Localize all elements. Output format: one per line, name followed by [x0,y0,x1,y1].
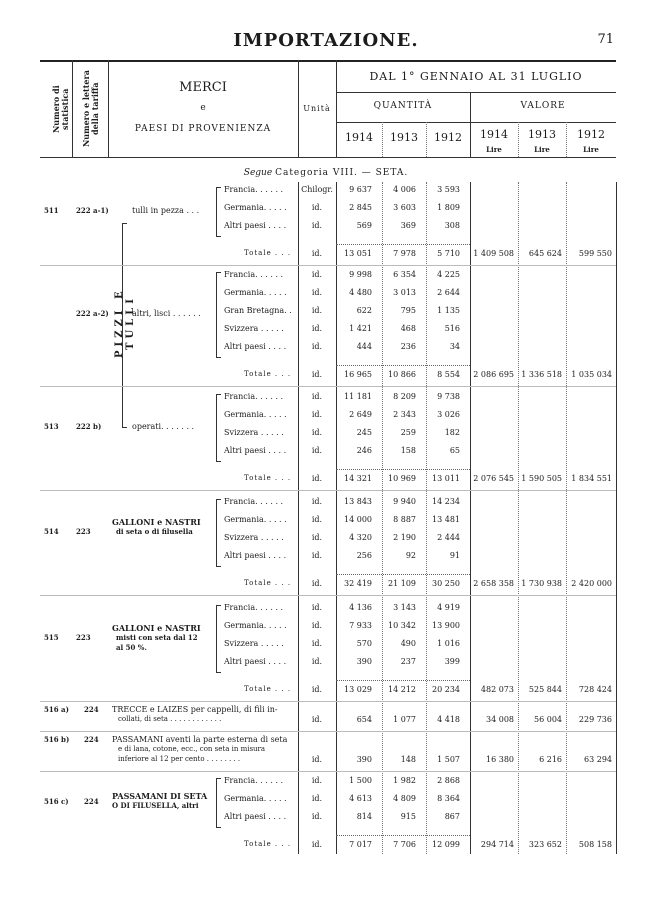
quantity-cell: 570 [356,639,372,648]
quantity-cell: 30 250 [432,579,460,588]
quantity-cell: 399 [444,657,460,666]
column-divider [518,182,519,854]
quantity-cell: 2 444 [437,533,460,542]
quantity-cell: 7 017 [349,840,372,849]
country-name: Germania. . . . . [224,288,287,297]
item-description: GALLONI e NASTRI [112,517,201,527]
item-description: tulli in pezza . . . [132,206,200,215]
country-bracket [216,394,221,462]
section-title [0,168,652,178]
item-description-cont: di seta o di filusella [116,527,193,536]
country-name: Francia. . . . . . [224,392,284,401]
quantity-cell: 814 [356,812,372,821]
quantity-cell: 14 321 [344,474,372,483]
unit-cell: id. [311,370,323,379]
country-name: Svizzera . . . . . [224,324,284,333]
tariff-number: 223 [76,633,91,642]
column-divider [470,182,471,854]
unit-cell: id. [311,306,323,315]
tariff-number: 224 [84,797,99,806]
quantity-cell: 4 320 [349,533,372,542]
quantity-cell: 4 418 [437,715,460,724]
unit-cell: id. [311,533,323,542]
total-label: Totale . . . [244,840,292,848]
quantity-cell: 867 [444,812,460,821]
stat-number-header: Numero di statistica [51,85,70,133]
item-description-cont: al 50 %. [116,643,147,652]
page-number: 71 [597,32,614,47]
country-name: Francia. . . . . . [224,270,284,279]
column-divider [616,182,617,854]
unit-cell: id. [311,203,323,212]
quantity-cell: 3 013 [393,288,416,297]
block-separator [40,771,616,772]
group-label: PIZZI E TULLI [114,287,136,359]
quantity-cell: 16 965 [344,370,372,379]
quantity-cell: 236 [400,342,416,351]
merci-e: e [200,103,206,113]
total-rule [336,244,470,245]
quantity-cell: 9 998 [349,270,372,279]
quantity-cell: 622 [356,306,372,315]
country-name: Germania. . . . . [224,794,287,803]
country-name: Svizzera . . . . . [224,428,284,437]
country-name: Francia. . . . . . [224,776,284,785]
lire-label: Lire [534,145,550,154]
value-cell: 2 658 358 [473,579,514,588]
value-cell: 1 035 034 [571,370,612,379]
quantity-cell: 5 710 [437,249,460,258]
header-rule [336,92,616,93]
unit-cell: id. [311,221,323,230]
unit-cell: id. [311,270,323,279]
country-name: Francia. . . . . . [224,497,284,506]
year-1912: 1912 [434,131,462,144]
total-rule [336,835,470,836]
unit-cell: id. [311,446,323,455]
total-label: Totale . . . [244,685,292,693]
column-divider [566,182,567,854]
quantity-cell: 10 342 [388,621,416,630]
quantity-cell: 148 [400,755,416,764]
stat-number: 516 b) [44,735,70,744]
quantity-cell: 1 016 [437,639,460,648]
quantity-cell: 13 011 [432,474,460,483]
quantity-cell: 13 051 [344,249,372,258]
quantity-cell: 10 969 [388,474,416,483]
total-label: Totale . . . [244,249,292,257]
quantity-cell: 2 649 [349,410,372,419]
header-rule [336,122,616,123]
quantity-cell: 2 868 [437,776,460,785]
value-cell: 728 424 [578,685,612,694]
quantity-cell: 4 919 [437,603,460,612]
country-name: Francia. . . . . . [224,185,284,194]
block-separator [40,595,616,596]
quantity-cell: 12 099 [432,840,460,849]
lire-label: Lire [583,145,599,154]
quantity-cell: 20 234 [432,685,460,694]
quantity-cell: 34 [449,342,460,351]
quantity-cell: 259 [400,428,416,437]
valore-header: VALORE [520,101,566,111]
quantity-cell: 444 [356,342,372,351]
quantita-header: QUANTITÀ [373,101,433,111]
header-top-rule [40,60,616,62]
total-label: Totale . . . [244,474,292,482]
quantity-cell: 468 [400,324,416,333]
item-description-cont: misti con seta dal 12 [116,633,198,642]
unit-cell: id. [311,579,323,588]
quantity-cell: 490 [400,639,416,648]
quantity-cell: 9 738 [437,392,460,401]
unit-cell: id. [311,392,323,401]
quantity-cell: 7 933 [349,621,372,630]
total-rule [336,469,470,470]
quantity-cell: 4 809 [393,794,416,803]
quantity-cell: 795 [400,306,416,315]
value-cell: 2 086 695 [473,370,514,379]
quantity-cell: 3 603 [393,203,416,212]
block-separator [40,490,616,491]
quantity-cell: 654 [356,715,372,724]
item-description: TRECCE e LAIZES per cappelli, di fili in- [112,705,278,714]
quantity-cell: 4 136 [349,603,372,612]
unit-cell: id. [311,715,323,724]
quantity-cell: 7 978 [393,249,416,258]
quantity-cell: 8 364 [437,794,460,803]
quantity-cell: 9 940 [393,497,416,506]
quantity-cell: 7 706 [393,840,416,849]
quantity-cell: 13 029 [344,685,372,694]
item-description: altri, lisci . . . . . . [132,309,201,318]
country-bracket [216,605,221,673]
quantity-cell: 182 [444,428,460,437]
item-description-cont: inferiore al 12 per cento . . . . . . . . [118,755,241,763]
quantity-cell: 32 419 [344,579,372,588]
unit-cell: id. [311,551,323,560]
quantity-cell: 1 077 [393,715,416,724]
stat-number: 515 [44,633,59,642]
quantity-cell: 308 [444,221,460,230]
country-name: Altri paesi . . . . [224,342,287,351]
quantity-cell: 569 [356,221,372,230]
tariff-number: 222 a-1) [76,206,109,215]
quantity-cell: 256 [356,551,372,560]
section-prefix: Segue [243,168,273,178]
unit-cell: id. [311,342,323,351]
value-cell: 16 380 [486,755,514,764]
unit-cell: id. [311,474,323,483]
quantity-cell: 13 481 [432,515,460,524]
country-name: Altri paesi . . . . [224,551,287,560]
block-separator [40,701,616,702]
quantity-cell: 14 212 [388,685,416,694]
quantity-cell: 4 225 [437,270,460,279]
header-divider [72,60,73,157]
quantity-cell: 13 843 [344,497,372,506]
country-bracket [216,187,221,237]
section-label: Categoria VIII. — SETA. [275,168,409,178]
quantity-cell: 6 354 [393,270,416,279]
tariff-number: 223 [76,527,91,536]
country-bracket [216,778,221,828]
country-name: Altri paesi . . . . [224,221,287,230]
quantity-cell: 2 190 [393,533,416,542]
value-cell: 1 730 938 [521,579,562,588]
country-name: Svizzera . . . . . [224,639,284,648]
unit-cell: id. [311,685,323,694]
country-name: Altri paesi . . . . [224,812,287,821]
quantity-cell: 369 [400,221,416,230]
country-bracket [216,272,221,358]
quantity-cell: 245 [356,428,372,437]
unit-cell: id. [311,497,323,506]
year-1913-value: 1913 [528,128,556,141]
country-name: Germania. . . . . [224,203,287,212]
unit-cell: Chilogr. [301,185,333,194]
quantity-cell: 21 109 [388,579,416,588]
quantity-cell: 4 613 [349,794,372,803]
value-cell: 482 073 [480,685,514,694]
country-name: Altri paesi . . . . [224,657,287,666]
quantity-cell: 92 [405,551,416,560]
unit-cell: id. [311,410,323,419]
unit-cell: id. [311,621,323,630]
stat-number: 514 [44,527,59,536]
item-description-cont: O DI FILUSELLA, altri [112,801,199,810]
stat-number: 516 c) [44,797,69,806]
value-cell: 229 736 [578,715,612,724]
country-name: Gran Bretagna. . [224,306,292,315]
country-name: Svizzera . . . . . [224,533,284,542]
lire-label: Lire [486,145,502,154]
block-separator [40,731,616,732]
value-cell: 1 409 508 [473,249,514,258]
header-bottom-rule [40,157,616,158]
value-cell: 1 834 551 [571,474,612,483]
value-cell: 34 008 [486,715,514,724]
block-separator [40,386,616,387]
tariff-header: Numero e lettera della tariffa [81,70,100,148]
item-description: GALLONI e NASTRI [112,623,201,633]
quantity-cell: 13 900 [432,621,460,630]
stat-number: 511 [44,206,59,215]
page-title: IMPORTAZIONE. [233,30,419,51]
year-1912-value: 1912 [577,128,605,141]
quantity-cell: 1 135 [437,306,460,315]
quantity-cell: 516 [444,324,460,333]
value-cell: 525 844 [528,685,562,694]
value-cell: 6 216 [539,755,562,764]
quantity-cell: 1 809 [437,203,460,212]
quantity-cell: 1 982 [393,776,416,785]
value-cell: 323 652 [528,840,562,849]
value-cell: 645 624 [528,249,562,258]
unit-cell: id. [311,840,323,849]
quantity-cell: 11 181 [344,392,372,401]
quantity-cell: 390 [356,657,372,666]
unit-cell: id. [311,639,323,648]
value-cell: 1 590 505 [521,474,562,483]
unit-cell: id. [311,794,323,803]
quantity-cell: 8 209 [393,392,416,401]
quantity-cell: 390 [356,755,372,764]
item-description-cont: collati, di seta . . . . . . . . . . . . [118,715,222,723]
quantity-cell: 3 026 [437,410,460,419]
country-name: Germania. . . . . [224,410,287,419]
item-description: PASSAMANI aventi la parte esterna di seta [112,735,288,744]
quantity-cell: 2 644 [437,288,460,297]
quantity-cell: 9 637 [349,185,372,194]
item-description: PASSAMANI DI SETA [112,791,208,801]
quantity-cell: 1 507 [437,755,460,764]
year-1913: 1913 [390,131,418,144]
value-cell: 56 004 [534,715,562,724]
value-cell: 599 550 [578,249,612,258]
quantity-cell: 915 [400,812,416,821]
quantity-cell: 65 [449,446,460,455]
total-rule [336,365,470,366]
value-cell: 2 076 545 [473,474,514,483]
year-1914: 1914 [345,131,373,144]
value-cell: 63 294 [584,755,612,764]
quantity-cell: 10 866 [388,370,416,379]
unit-cell: id. [311,428,323,437]
quantity-cell: 4 006 [393,185,416,194]
item-description: operati. . . . . . . [132,422,195,431]
quantity-cell: 3 593 [437,185,460,194]
country-bracket [216,499,221,567]
value-cell: 294 714 [480,840,514,849]
unit-cell: id. [311,755,323,764]
quantity-cell: 14 234 [432,497,460,506]
year-1914-value: 1914 [480,128,508,141]
stat-number: 516 a) [44,705,69,714]
quantity-cell: 2 343 [393,410,416,419]
quantity-cell: 2 845 [349,203,372,212]
unit-cell: id. [311,776,323,785]
quantity-cell: 8 887 [393,515,416,524]
unit-cell: id. [311,288,323,297]
quantity-cell: 158 [400,446,416,455]
unit-cell: id. [311,249,323,258]
country-name: Germania. . . . . [224,621,287,630]
country-name: Altri paesi . . . . [224,446,287,455]
merci-header: MERCI [179,80,227,95]
unit-cell: id. [311,603,323,612]
total-rule [336,574,470,575]
unit-cell: id. [311,812,323,821]
quantity-cell: 3 143 [393,603,416,612]
unita-header: Unità [303,104,331,113]
quantity-cell: 1 421 [349,324,372,333]
total-label: Totale . . . [244,579,292,587]
quantity-cell: 237 [400,657,416,666]
quantity-cell: 14 000 [344,515,372,524]
tariff-number: 222 b) [76,422,102,431]
value-cell: 508 158 [578,840,612,849]
total-rule [336,680,470,681]
country-name: Francia. . . . . . [224,603,284,612]
unit-cell: id. [311,515,323,524]
total-label: Totale . . . [244,370,292,378]
item-description-cont: e di lana, cotone, ecc., con seta in misura [118,745,266,753]
quantity-cell: 246 [356,446,372,455]
value-cell: 1 336 518 [521,370,562,379]
quantity-cell: 1 500 [349,776,372,785]
value-cell: 2 420 000 [571,579,612,588]
quantity-cell: 8 554 [437,370,460,379]
tariff-number: 224 [84,735,99,744]
block-separator [40,265,616,266]
quantity-cell: 4 480 [349,288,372,297]
period-header: DAL 1° GENNAIO AL 31 LUGLIO [369,70,583,83]
tariff-number: 224 [84,705,99,714]
unit-cell: id. [311,324,323,333]
paesi-header: PAESI DI PROVENIENZA [134,124,272,134]
stat-number: 513 [44,422,59,431]
unit-cell: id. [311,657,323,666]
quantity-cell: 91 [449,551,460,560]
tariff-number: 222 a-2) [76,309,109,318]
country-name: Germania. . . . . [224,515,287,524]
